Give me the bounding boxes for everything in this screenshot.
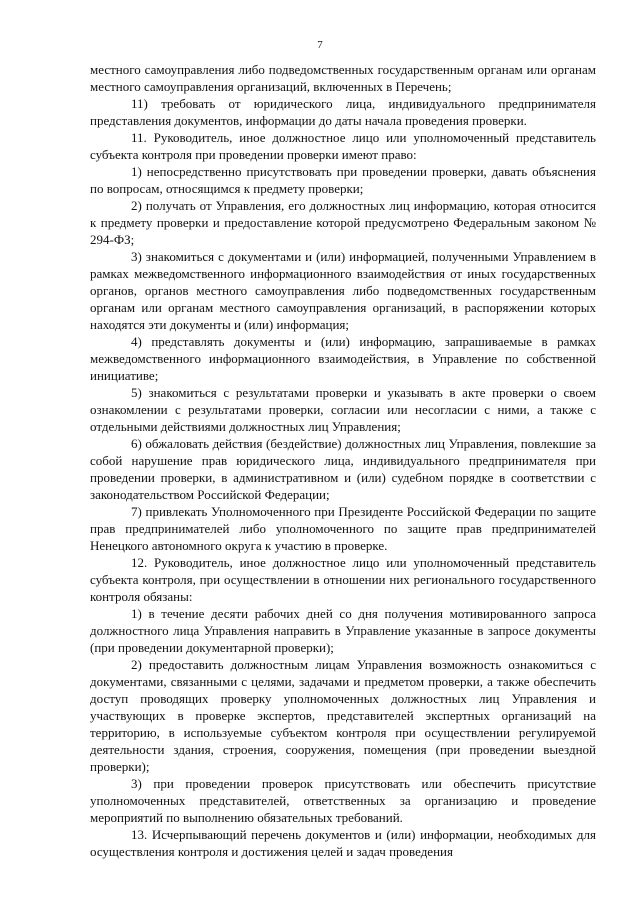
paragraph: 5) знакомиться с результатами проверки и указывать в акте проверки о своем ознакомлении с результатами проверки, согласии или несогласии с ними, а также с отдельными действиями должностных лиц Управления; <box>90 385 596 434</box>
paragraph: 1) непосредственно присутствовать при проведении проверки, давать объяснения по вопросам, относящимся к предмету проверки; <box>90 164 596 196</box>
paragraph: 3) при проведении проверок присутствовать или обеспечить присутствие уполномоченных представителей, ответственных за организацию и проведение мероприятий по выполнению обязательных требований. <box>90 776 596 825</box>
paragraph: местного самоуправления либо подведомственных государственным органам или органам местного самоуправления организаций, включенных в Перечень; <box>90 62 596 94</box>
paragraph: 2) получать от Управления, его должностных лиц информацию, которая относится к предмету проверки и предоставление которой предусмотрено Федеральным законом № 294-ФЗ; <box>90 198 596 247</box>
paragraph: 3) знакомиться с документами и (или) информацией, полученными Управлением в рамках межведомственного информационного взаимодействия от иных государственных органов, органов местного самоуправления либо подведомственных государственным органам или органам местного самоуправления организаций, в распоряжении которых находятся эти документы и (или) информация; <box>90 249 596 332</box>
paragraph: 4) представлять документы и (или) информацию, запрашиваемые в рамках межведомственного информационного взаимодействия, в Управление по собственной инициативе; <box>90 334 596 383</box>
paragraph: 11. Руководитель, иное должностное лицо или уполномоченный представитель субъекта контроля при проведении проверки имеют право: <box>90 130 596 162</box>
paragraph: 1) в течение десяти рабочих дней со дня получения мотивированного запроса должностного лица Управления направить в Управление указанные в запросе документы (при проведении документарной проверки); <box>90 606 596 655</box>
paragraph: 7) привлекать Уполномоченного при Президенте Российской Федерации по защите прав предпринимателей либо уполномоченного по защите прав предпринимателей Ненецкого автономного округа к участию в проверке. <box>90 504 596 553</box>
document-body <box>90 61 596 860</box>
paragraph: 12. Руководитель, иное должностное лицо или уполномоченный представитель субъекта контроля, при осуществлении в отношении них регионального государственного контроля обязаны: <box>90 555 596 604</box>
page-number: 7 <box>317 39 323 51</box>
paragraph: 6) обжаловать действия (бездействие) должностных лиц Управления, повлекшие за собой нарушение прав юридического лица, индивидуального предпринимателя при проведении проверки, в административном и (или) судебном порядке в соответствии с законодательством Российской Федерации; <box>90 436 596 502</box>
paragraph: 2) предоставить должностным лицам Управления возможность ознакомиться с документами, связанными с целями, задачами и предметом проверки, а также обеспечить доступ проводящих проверку уполномоченных должностных лиц Управления и участвующих в проверке экспертов, представителей экспертных организаций на территорию, в используемые субъектом контроля при осуществлении регулируемой деятельности здания, строения, сооружения, помещения (при проведении выездной проверки); <box>90 657 596 774</box>
paragraph: 13. Исчерпывающий перечень документов и (или) информации, необходимых для осуществления контроля и достижения целей и задач проведения <box>90 827 596 859</box>
paragraph: 11) требовать от юридического лица, индивидуального предпринимателя представления документов, информации до даты начала проведения проверки. <box>90 96 596 128</box>
